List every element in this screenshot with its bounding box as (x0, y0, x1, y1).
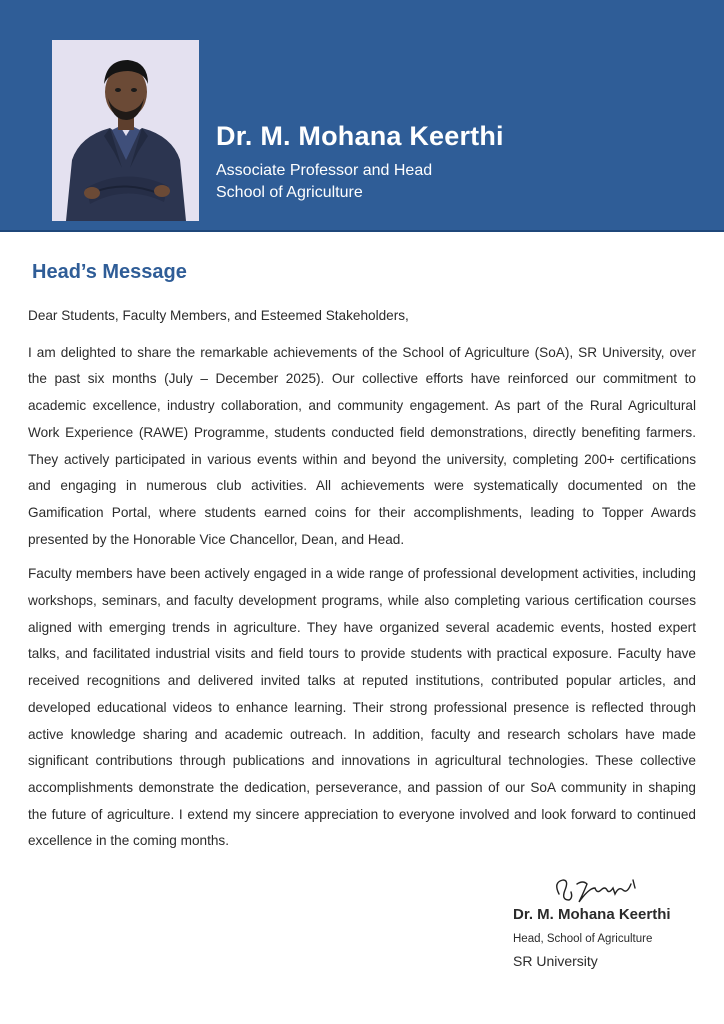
message-body (28, 303, 696, 863)
head-name: Dr. M. Mohana Keerthi (216, 121, 504, 151)
salutation: Dear Students, Faculty Members, and Esteemed Stakeholders, (28, 308, 409, 323)
paragraph-faculty: Faculty members have been actively engaged in a wide range of professional development activities, including workshops, seminars, and faculty development programs, while also completing various certification courses aligned with emerging trends in agriculture. They have organized several academic events, hosted expert talks, and facilitated industrial visits and field tours to provide students with practical exposure. Faculty have received recognitions and delivered invited talks at reputed institutions, contributed popular articles, and developed educational videos to enhance learning. Their strong professional presence is reflected through active knowledge sharing and academic outreach. In addition, faculty and research scholars have made significant contributions through publications and innovations in agricultural technologies. These collective accomplishments demonstrate the dedication, perseverance, and passion of our SoA community in shaping the future of agriculture. I extend my sincere appreciation to everyone involved and look forward to continued excellence in the coming months. (28, 566, 696, 849)
head-school: School of Agriculture (216, 184, 363, 201)
paragraph-achievements: I am delighted to share the remarkable achievements of the School of Agriculture (SoA), SR University, over the past six months (July – December 2025). Our collective efforts have reinforced our commitment to academic excellence, industry collaboration, and community engagement. As part of the Rural Agricultural Work Experience (RAWE) Programme, students conducted field demonstrations, directly benefiting farmers. They actively participated in various events within and beyond the university, completing 200+ certifications and engaging in numerous club activities. All achievements were systematically documented on the Gamification Portal, where students earned coins for their accomplishments, leading to Topper Awards presented by the Honorable Vice Chancellor, Dean, and Head. (28, 344, 696, 547)
signature-name: Dr. M. Mohana Keerthi (513, 906, 671, 923)
person-portrait-icon (52, 40, 199, 221)
header-banner (0, 0, 724, 232)
signature-title: Head, School of Agriculture (513, 933, 653, 945)
portrait-photo (52, 40, 199, 221)
signature-icon (549, 874, 641, 906)
section-title: Head’s Message (32, 261, 187, 283)
head-role: Associate Professor and Head (216, 162, 433, 179)
signature-organization: SR University (513, 953, 598, 969)
